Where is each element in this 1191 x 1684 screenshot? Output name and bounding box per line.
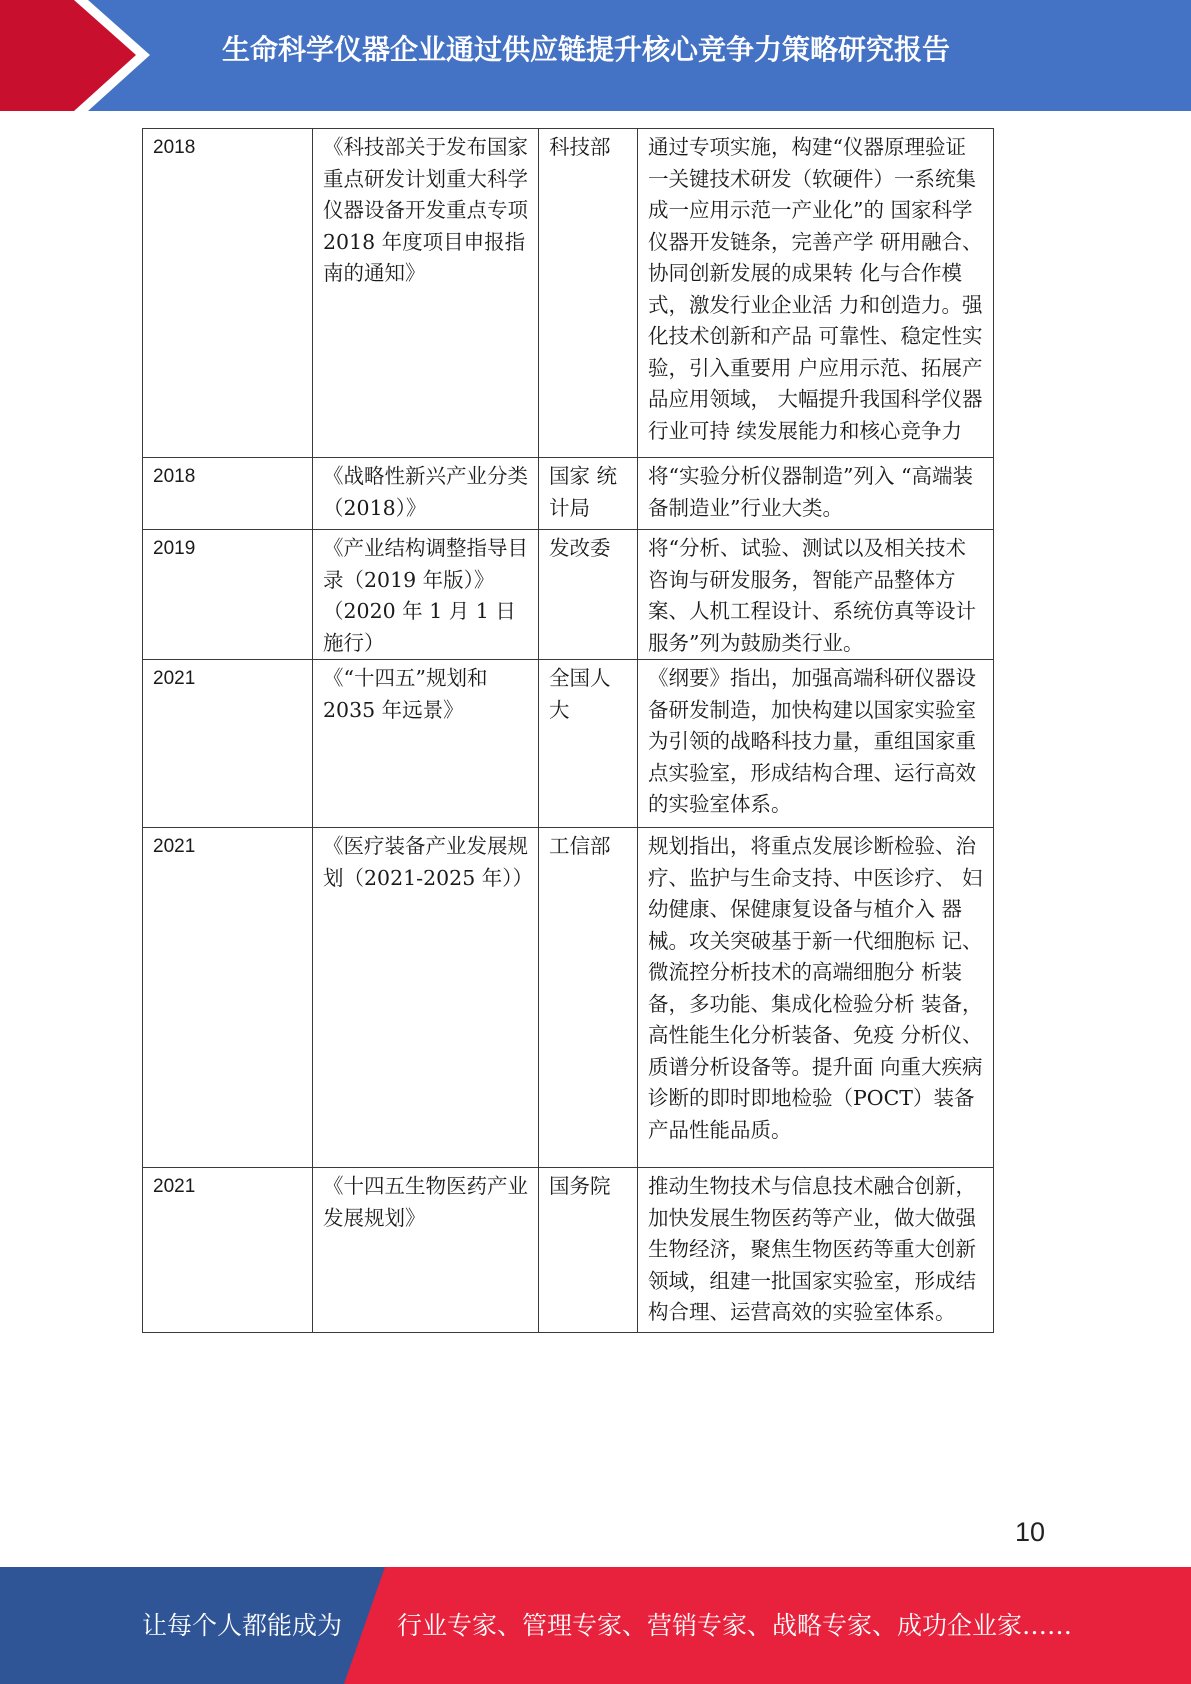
row-year: 2021 (143, 1168, 313, 1333)
row-year: 2018 (143, 129, 313, 458)
row-description (638, 458, 994, 530)
header-title: 生命科学仪器企业通过供应链提升核心竞争力策略研究报告 (222, 33, 951, 66)
table-row (143, 828, 994, 1168)
table-row (143, 530, 994, 660)
row-description-text: 通过专项实施，构建“仪器原理验证一关键技术研发（软硬件）一系统集成一应用示范一产业化”的 国家科学仪器开发链条，完善产学 研用融合、协同创新发展的成果转 化与合作模式，激发行业企业活 力和创造力。强化技术创新和产品 可靠性、稳定性实验，引入重要用 户应用示范、拓展产品应用领域， 大幅提升我国科学仪器行业可持 续发展能力和核心竞争力 (648, 135, 983, 443)
row-description (638, 530, 994, 660)
row-policy-name: 《产业结构调整指导目录（2019 年版）》（2020 年 1 月 1 日施行） (313, 530, 539, 660)
row-policy-name: 《十四五生物医药产业发展规划》 (313, 1168, 539, 1333)
table-row (143, 660, 994, 828)
row-description-text: 规划指出，将重点发展诊断检验、治疗、监护与生命支持、中医诊疗、 妇幼健康、保健康复设备与植介入 器械。攻关突破基于新一代细胞标 记、微流控分析技术的高端细胞分 析装备，多功能、集成化检验分析 装备，高性能生化分析装备、免疫 分析仪、质谱分析设备等。提升面 向重大疾病诊断的即时即地检验（POCT）装备产品性能品质。 (648, 834, 983, 1142)
row-year: 2018 (143, 458, 313, 530)
row-description-text: 推动生物技术与信息技术融合创新，加快发展生物医药等产业，做大做强生物经济，聚焦生物医药等重大创新领域，组建一批国家实验室，形成结构合理、运营高效的实验室体系。 (648, 1174, 976, 1324)
row-department: 全国人大 (539, 660, 638, 828)
page-footer (0, 1567, 1191, 1684)
row-policy-name: 《医疗装备产业发展规划（2021-2025 年）） (313, 828, 539, 1168)
row-description (638, 1168, 994, 1333)
row-description-text: 将“分析、试验、测试以及相关技术咨询与研发服务，智能产品整体方案、人机工程设计、系统仿真等设计服务”列为鼓励类行业。 (648, 536, 976, 655)
row-policy-name: 《战略性新兴产业分类（2018）》 (313, 458, 539, 530)
row-description (638, 828, 994, 1168)
row-department: 发改委 (539, 530, 638, 660)
row-department: 工信部 (539, 828, 638, 1168)
policy-table (142, 128, 994, 1333)
page-number: 10 (1015, 1517, 1046, 1547)
row-description (638, 129, 994, 458)
row-year: 2019 (143, 530, 313, 660)
page-header (0, 0, 1191, 111)
row-year: 2021 (143, 828, 313, 1168)
row-department: 国务院 (539, 1168, 638, 1333)
row-department: 科技部 (539, 129, 638, 458)
row-description-text: 将“实验分析仪器制造”列入 “高端装备制造业”行业大类。 (648, 464, 973, 520)
row-policy-name: 《科技部关于发布国家重点研发计划重大科学仪器设备开发重点专项 2018 年度项目申报指南的通知》 (313, 129, 539, 458)
row-policy-name: 《“十四五”规划和 2035 年远景》 (313, 660, 539, 828)
table-row (143, 129, 994, 458)
table-row (143, 1168, 994, 1333)
header-arrow-graphic (0, 0, 200, 111)
footer-slogan-right: 行业专家、管理专家、营销专家、战略专家、成功企业家…… (397, 1611, 1073, 1640)
row-description (638, 660, 994, 828)
footer-slogan-left: 让每个人都能成为 (142, 1611, 343, 1640)
row-description-text: 《纲要》指出，加强高端科研仪器设备研发制造，加快构建以国家实验室为引领的战略科技力量，重组国家重点实验室，形成结构合理、运行高效的实验室体系。 (648, 666, 976, 816)
row-department: 国家 统计局 (539, 458, 638, 530)
table-row (143, 458, 994, 530)
row-year: 2021 (143, 660, 313, 828)
